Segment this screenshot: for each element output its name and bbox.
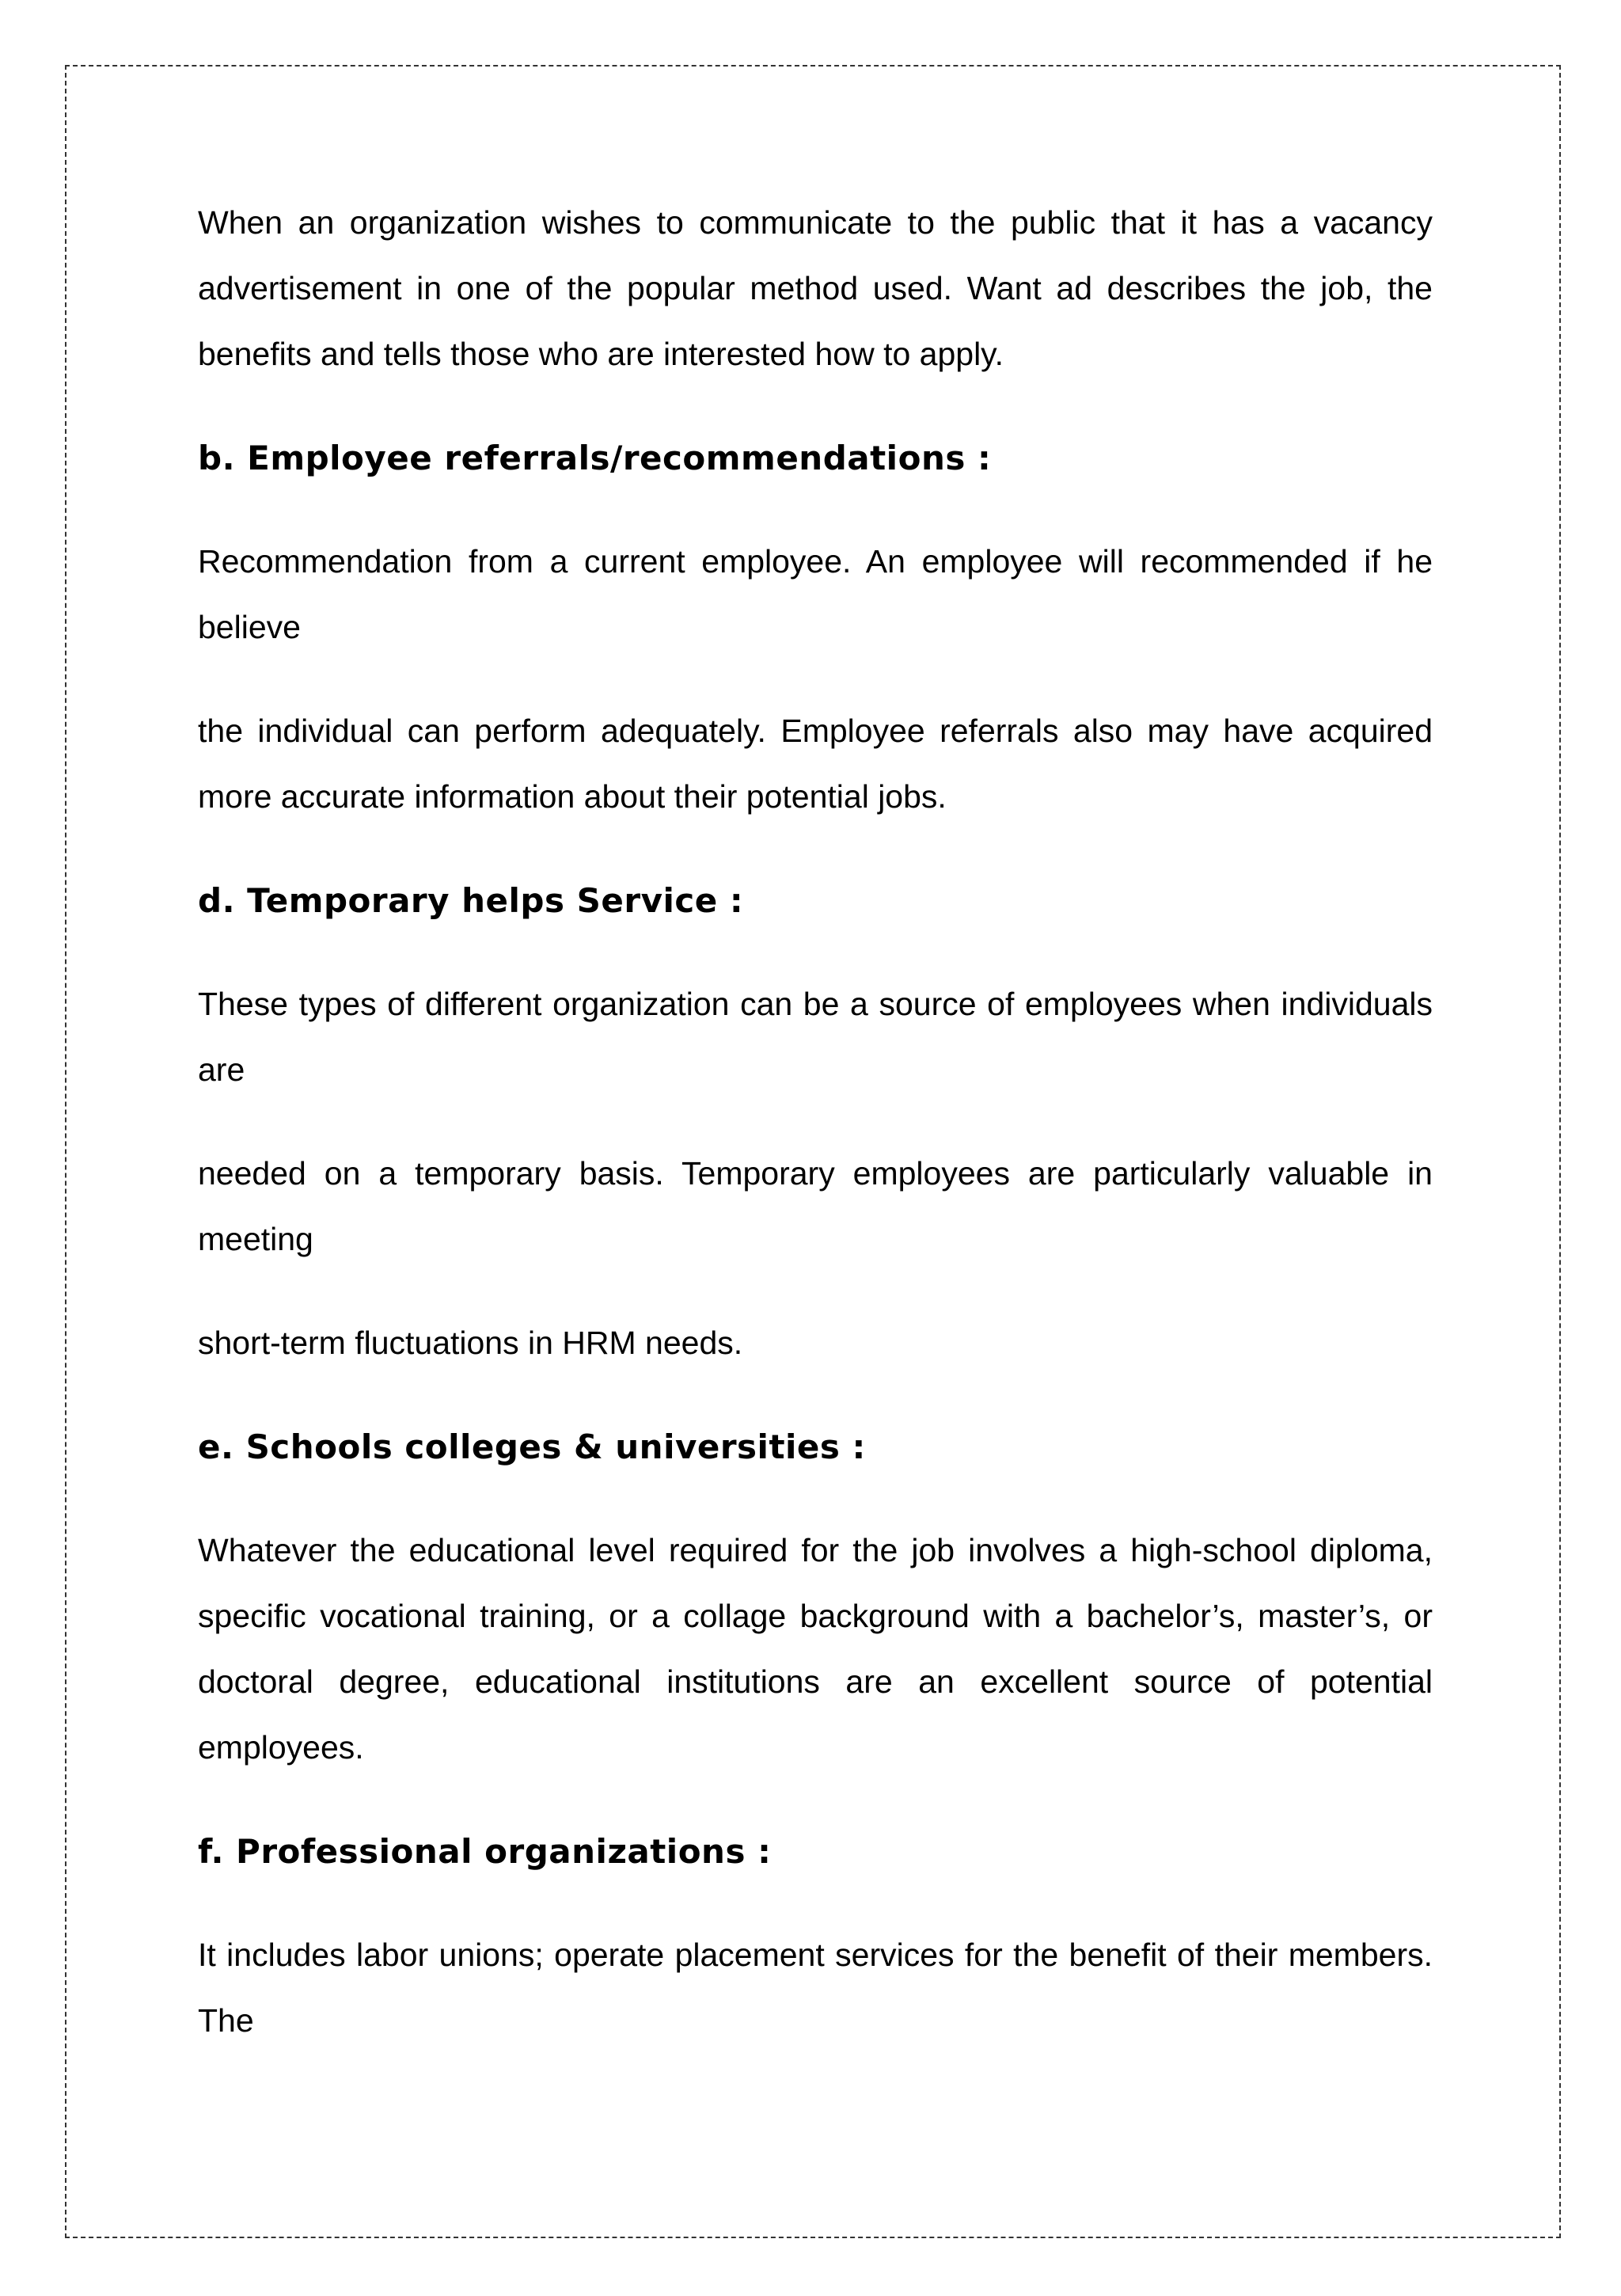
heading-employee-referrals: b. Employee referrals/recommendations :: [198, 439, 992, 477]
paragraph-advertisement: When an organization wishes to communicate to the public that it has a vacancy advertisement in one of the popular method used. Want ad describes the job, the benefits and tells those who are interested how to apply.: [198, 204, 1433, 372]
heading-schools: e. Schools colleges & universities :: [198, 1427, 866, 1466]
paragraph-referrals-1: Recommendation from a current employee. An employee will recommended if he believe: [198, 543, 1433, 645]
document-body: [198, 190, 1433, 2092]
paragraph-temporary-2: needed on a temporary basis. Temporary employees are particularly valuable in meeting: [198, 1155, 1433, 1257]
heading-temporary-helps: d. Temporary helps Service :: [198, 881, 744, 920]
heading-professional-organizations: f. Professional organizations :: [198, 1832, 772, 1871]
paragraph-schools: Whatever the educational level required for the job involves a high-school diploma, specific vocational training, or a collage background with a bachelor’s, master’s, or doctoral degree, educational institutions are an excellent source of potential employees.: [198, 1532, 1433, 1766]
paragraph-professional: It includes labor unions; operate placement services for the benefit of their members. The: [198, 1937, 1433, 2039]
paragraph-referrals-2: the individual can perform adequately. Employee referrals also may have acquired more accurate information about their potential jobs.: [198, 713, 1433, 815]
paragraph-temporary-3: short-term fluctuations in HRM needs.: [198, 1325, 743, 1361]
paragraph-temporary-1: These types of different organization can be a source of employees when individuals are: [198, 986, 1433, 1088]
